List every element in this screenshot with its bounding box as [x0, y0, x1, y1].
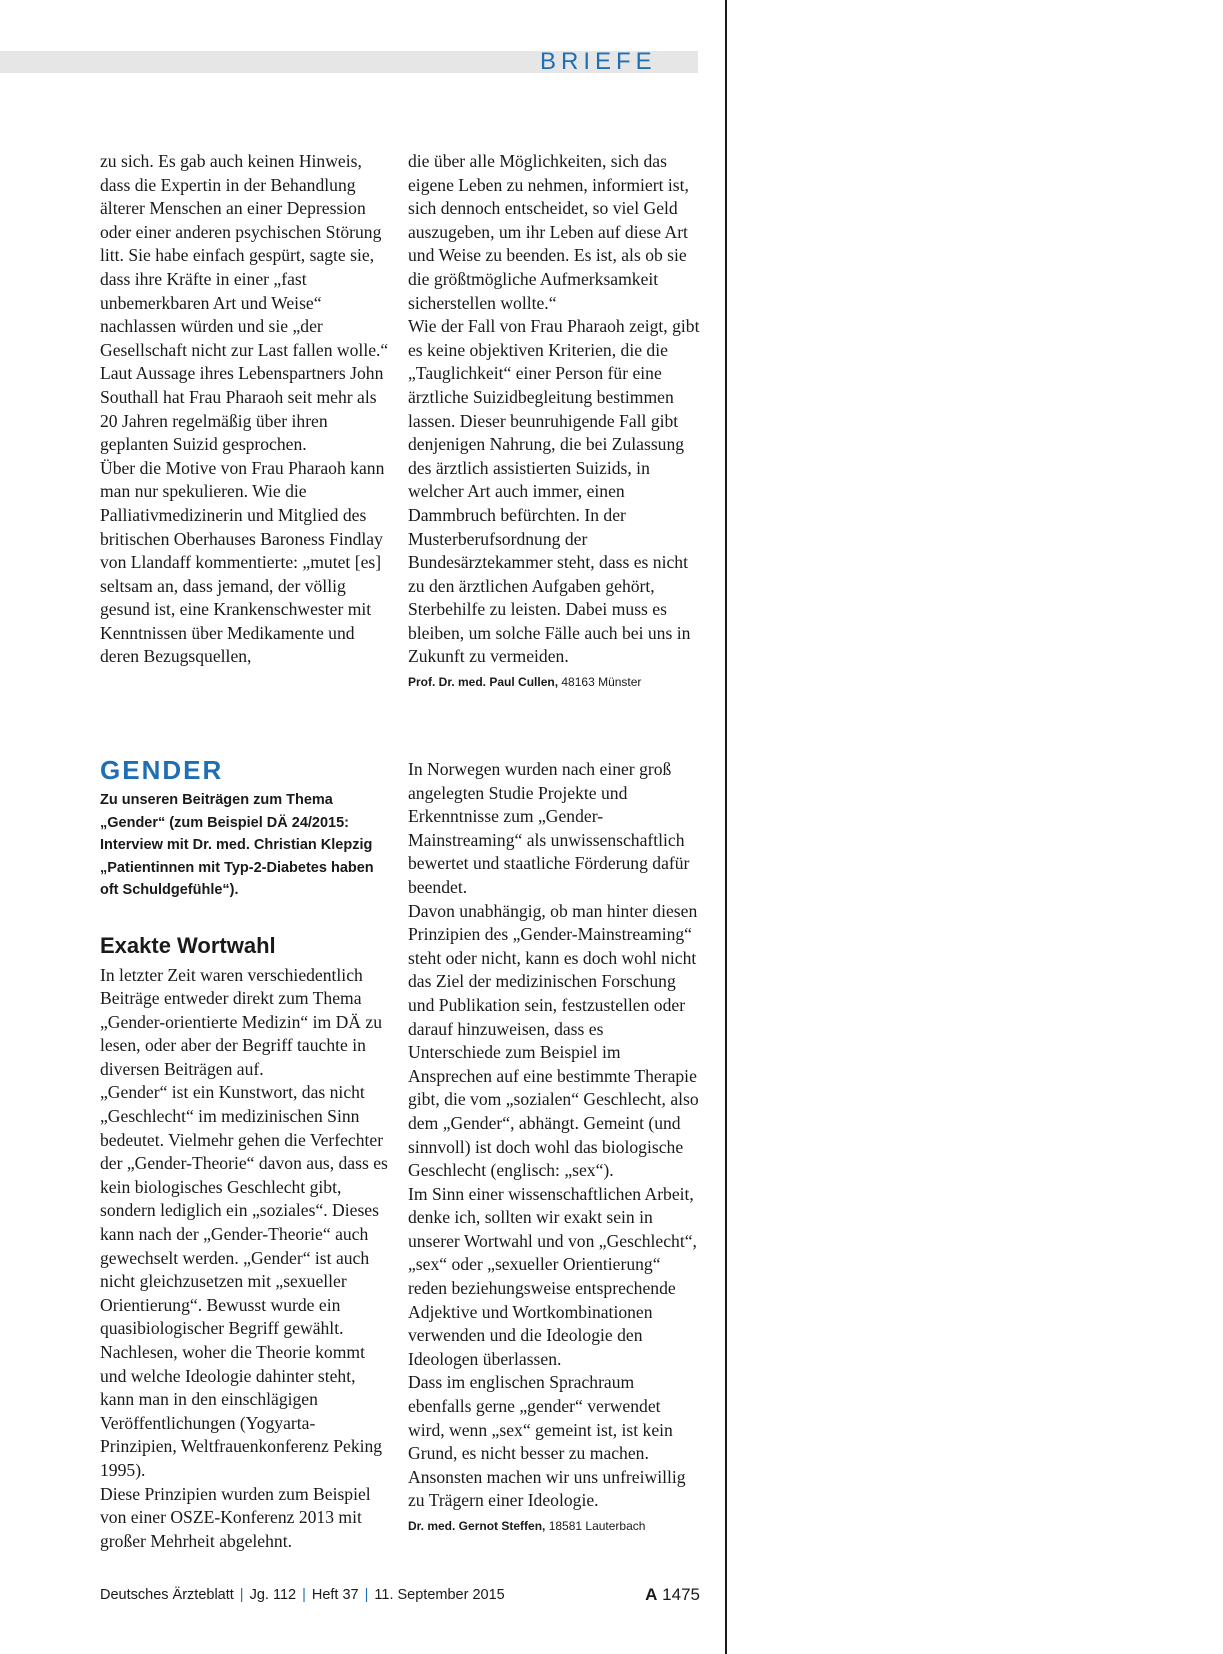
- paragraph: Im Sinn einer wissenschaftlichen Arbeit, denke ich, sollten wir exakt sein in unserer Wortwahl und von „Geschlecht“, „sex“ oder „sexueller Orientierung“ reden beziehungsweise entsprechende Adjektive und Wortkombinationen verwenden und die Ideologie den Ideologen überlassen.: [408, 1183, 697, 1369]
- paragraph: Über die Motive von Frau Pharaoh kann man nur spekulieren. Wie die Palliativmedizinerin und Mitglied des britischen Oberhauses Baroness Findlay von Llandaff kommentierte: „mutet [es] seltsam an, dass jemand, der völlig gesund ist, eine Krankenschwester mit Kenntnissen über Medikamente und deren Bezugsquellen,: [100, 457, 385, 667]
- footer-journal: Deutsches Ärzteblatt: [100, 1587, 234, 1603]
- letter-signature: [408, 1517, 700, 1535]
- signature-name: Prof. Dr. med. Paul Cullen,: [408, 675, 559, 690]
- paragraph: Wie der Fall von Frau Pharaoh zeigt, gibt es keine objektiven Kriterien, die die „Tauglichkeit“ einer Person für eine ärztliche Suizidbegleitung bestimmen lassen. Dieser beunruhigende Fall gibt denjenigen Nahrung, die bei Zulassung des ärztlich assistierten Suizids, in welcher Art auch immer, einen Dammbruch befürchten. In der Musterberufsordnung der Bundesärztekammer steht, dass es nicht zu den ärztlichen Aufgaben gehört, Sterbehilfe zu leisten. Dabei muss es bleiben, um solche Fälle auch bei uns in Zukunft zu vermeiden.: [408, 316, 700, 667]
- paragraph: Dass im englischen Sprachraum ebenfalls gerne „gender“ verwendet wird, wenn „sex“ gemeint ist, ist kein Grund, es nicht besser zu machen. Ansonsten machen wir uns unfreiwillig zu Trägern einer Ideologie.: [408, 1372, 686, 1511]
- letter-title: Exakte Wortwahl: [100, 932, 276, 958]
- footer-issue: Heft 37: [311, 1587, 359, 1603]
- footer-separator: |: [239, 1587, 244, 1603]
- top-right-column: [408, 150, 700, 691]
- signature-place: 48163 Münster: [561, 675, 642, 690]
- paragraph: zu sich. Es gab auch keinen Hinweis, dass die Expertin in der Behandlung älterer Menschen an einer Depression oder einer anderen psychischen Störung litt. Sie habe einfach gespürt, sagte sie, dass ihre Kräfte in einer „fast unbemerkbaren Art und Weise“ nachlassen würden und sie „der Gesellschaft nicht zur Last fallen wolle.“ Laut Aussage ihres Lebenspartners John Southall hat Frau Pharaoh seit mehr als 20 Jahren regelmäßig über ihren geplanten Suizid gesprochen.: [100, 151, 389, 455]
- page-number-value: 1475: [662, 1585, 700, 1604]
- paragraph: In Norwegen wurden nach einer groß angelegten Studie Projekte und Erkenntnisse zum „Gender-Mainstreaming“ als unwissenschaftlich bewertet und staatliche Förderung dafür beendet.: [408, 759, 690, 897]
- paragraph: Davon unabhängig, ob man hinter diesen Prinzipien des „Gender-Mainstreaming“ steht oder nicht, kann es doch wohl nicht das Ziel der medizinischen Forschung und Publikation sein, festzustellen oder darauf hinzuweisen, dass es Unterschiede zum Beispiel im Ansprechen auf eine bestimmte Therapie gibt, die vom „sozialen“ Geschlecht, also dem „Gender“, abhängt. Gemeint (und sinnvoll) ist doch wohl das biologische Geschlecht (englisch: „sex“).: [408, 900, 699, 1181]
- rubric-intro: Zu unseren Beiträgen zum Thema „Gender“ (zum Beispiel DÄ 24/2015: Interview mit Dr. med. Christian Klepzig „Patientinnen mit Typ-2-Diabetes haben oft Schuldgefühle“).: [100, 792, 374, 898]
- page-footer: [100, 1583, 700, 1607]
- paragraph: Diese Prinzipien wurden zum Beispiel von einer OSZE-Konferenz 2013 mit großer Mehrheit abgelehnt.: [100, 1483, 371, 1551]
- paragraph: „Gender“ ist ein Kunstwort, das nicht „Geschlecht“ im medizinischen Sinn bedeutet. Vielmehr gehen die Verfechter der „Gender-Theorie“ davon aus, dass es kein biologisches Geschlecht gibt, sondern lediglich ein „soziales“. Dieses kann nach der „Gender-Theorie“ auch gewechselt werden. „Gender“ ist auch nicht gleichzusetzen mit „sexueller Orientierung“. Bewusst wurde ein quasibiologischer Begriff gewählt. Nachlesen, woher die Theorie kommt und welche Ideologie dahinter steht, kann man in den einschlägigen Veröffentlichungen (Yogyarta-Prinzipien, Weltfrauenkonferenz Peking 1995).: [100, 1082, 388, 1480]
- page-prefix: A: [645, 1585, 658, 1604]
- letter-signature: [408, 673, 700, 691]
- footer-volume: Jg. 112: [249, 1587, 297, 1603]
- page-number: [645, 1583, 700, 1607]
- paragraph: die über alle Möglichkeiten, sich das eigene Leben zu nehmen, informiert ist, sich dennoch entscheidet, so viel Geld auszugeben, um ihr Leben auf diese Art und Weise zu beenden. Es ist, als ob sie die größtmögliche Aufmerksamkeit sicherstellen wollte.“: [408, 151, 689, 313]
- rubric-heading: GENDER: [100, 755, 224, 785]
- top-left-column: [100, 150, 392, 669]
- footer-separator: |: [364, 1587, 369, 1603]
- page-margin-line: [725, 0, 727, 1654]
- signature-place: 18581 Lauterbach: [548, 1519, 646, 1533]
- paragraph: In letzter Zeit waren verschiedentlich Beiträge entweder direkt zum Thema „Gender-orientierte Medizin“ im DÄ zu lesen, oder aber der Begriff tauchte in diversen Beiträgen auf.: [100, 964, 383, 1079]
- bottom-left-column: [100, 755, 392, 1553]
- footer-separator: |: [302, 1587, 306, 1603]
- section-label: BRIEFE: [540, 48, 657, 75]
- footer-date: 11. September 2015: [374, 1587, 505, 1603]
- signature-name: Dr. med. Gernot Steffen,: [408, 1519, 546, 1533]
- bottom-right-column: [408, 758, 700, 1535]
